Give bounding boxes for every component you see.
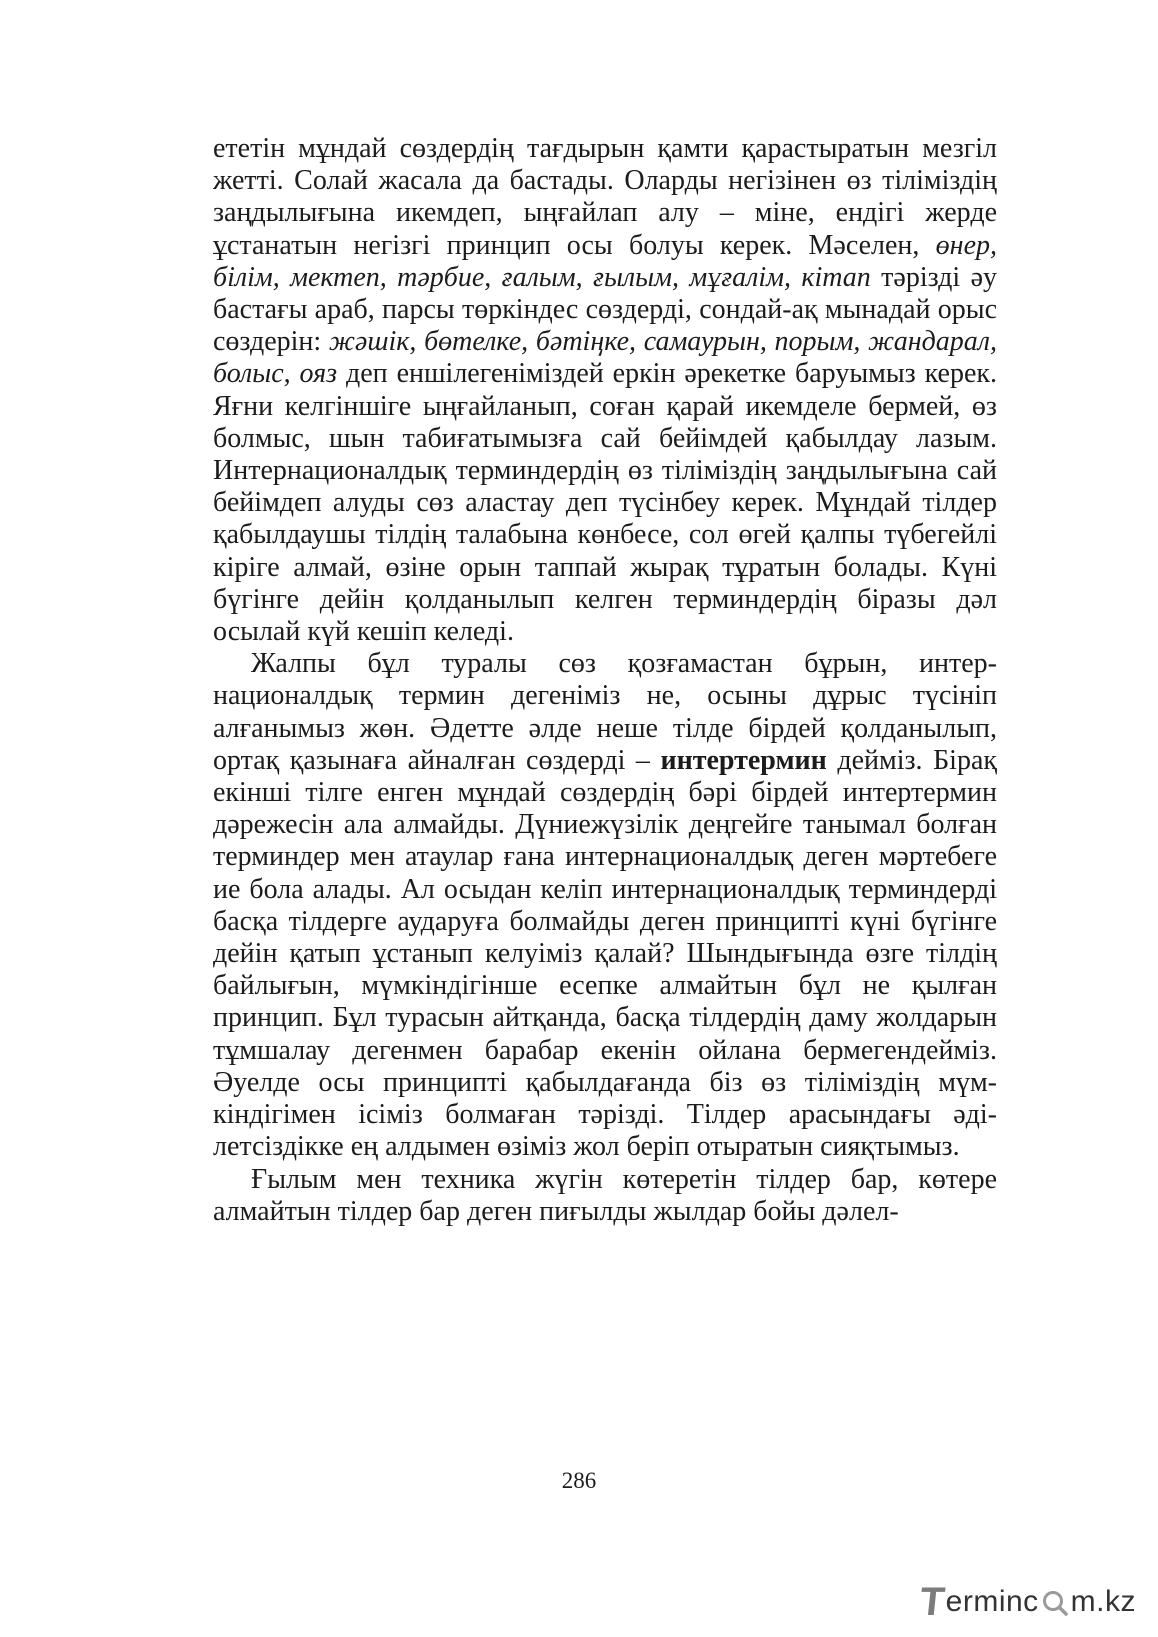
- text-run: дейміз. Бірақ екінші тілге енген мұндай сөздердің бәрі бірдей интертермин дәрежесін ала алмайды. Дүниежүзілік деңгейге танымал болған терминдер мен атаулар ғана интернационалдық деген мәртебеге ие бола алады. Ал осыдан келіп интернационалдық терминдерді басқа тілдерге аударуға болмайды деген принципті күні бүгінге дейін қатып ұстанып келуіміз қалай? Шындығында өзге тілдің байлығын, мүмкіндігінше есепке алмайтын бұл не қылған принцип. Бұл турасын айтқанда, басқа тілдердің даму жолдарын тұмшалау дегенмен барабар екенін ойлана бермегендейміз. Әуелде осы принципті қабылдағанда біз өз тіліміздің мүмкіндігімен ісіміз болмаған тәрізді. Тілдер арасындағы әділетсіздікке ең алдымен өзіміз жол беріп отыратын сияқтымыз.: [213, 744, 997, 1163]
- watermark-logo-domain: m.kz: [1070, 1585, 1136, 1618]
- text-run: ететін мұндай сөздердің тағдырын қамти қарастыратын мезгіл жетті. Солай жасала да бастады. Оларды негізінен өз тіліміздің заңдылығына икемдеп, ыңғайлап алу – міне, ендігі жерде ұстанатын негізгі принцип осы болуы керек. Мәселен,: [213, 133, 997, 261]
- text-run: тәрізді әу бастағы араб, парсы төркіндес сөздерді, сондай-ақ мынадай орыс сөздерін:: [213, 261, 997, 358]
- italic-text: өнер, білім, мектеп, тәрбие, ғалым, ғылым, мұғалім, кітап: [213, 229, 997, 293]
- bold-term: интертермин: [660, 744, 827, 776]
- text-run: деп еншілегеніміздей еркін әрекетке баруымыз керек. Яғни келгіншіге ыңғайланып, соған қарай икемделе бермей, өз болмыс, шын табиғатымызға сай бейімдей қабылдау лазым. Интернационалдық терминдердің өз тіліміздің заңдылығына сай бейімдеп алуды сөз аластау деп түсінбеу керек. Мұндай тілдер қабылдаушы тілдің талабына көнбесе, сол өгей қалпы түбегейлі кіріге алмай, өзіне орын таппай жырақ тұратын болады. Күні бүгінге дейін қолданылып келген терминдердің біразы дәл осылай күй кешіп келеді.: [213, 358, 997, 648]
- site-watermark-logo: [917, 1580, 1136, 1624]
- text-run: Ғылым мен техника жүгін көтеретін тілдер бар, көтере алмайтын тілдер бар деген пиғылды жылдар бойы дәлел-: [213, 1163, 997, 1227]
- watermark-logo-text: erminc: [945, 1585, 1039, 1618]
- text-run: Жалпы бұл туралы сөз қозғамастан бұрын, интернационалдық термин дегеніміз не, осыны дұрыс түсініп алғанымыз жөн. Әдетте әлде неше тілде бірдей қолданылып, ортақ қазынаға айналған сөздерді –: [213, 648, 997, 776]
- paragraph: [213, 648, 997, 1163]
- watermark-logo-letter: T: [917, 1580, 947, 1624]
- paragraph: [213, 133, 997, 648]
- paragraph: [213, 1164, 997, 1228]
- italic-text: жәшік, бөтелке, бәтіңке, самаурын, порым, жандарал, болыс, ояз: [213, 326, 997, 390]
- body-text: [213, 133, 997, 1228]
- magnifier-icon: [1040, 1587, 1070, 1617]
- page-number: 286: [561, 1468, 597, 1493]
